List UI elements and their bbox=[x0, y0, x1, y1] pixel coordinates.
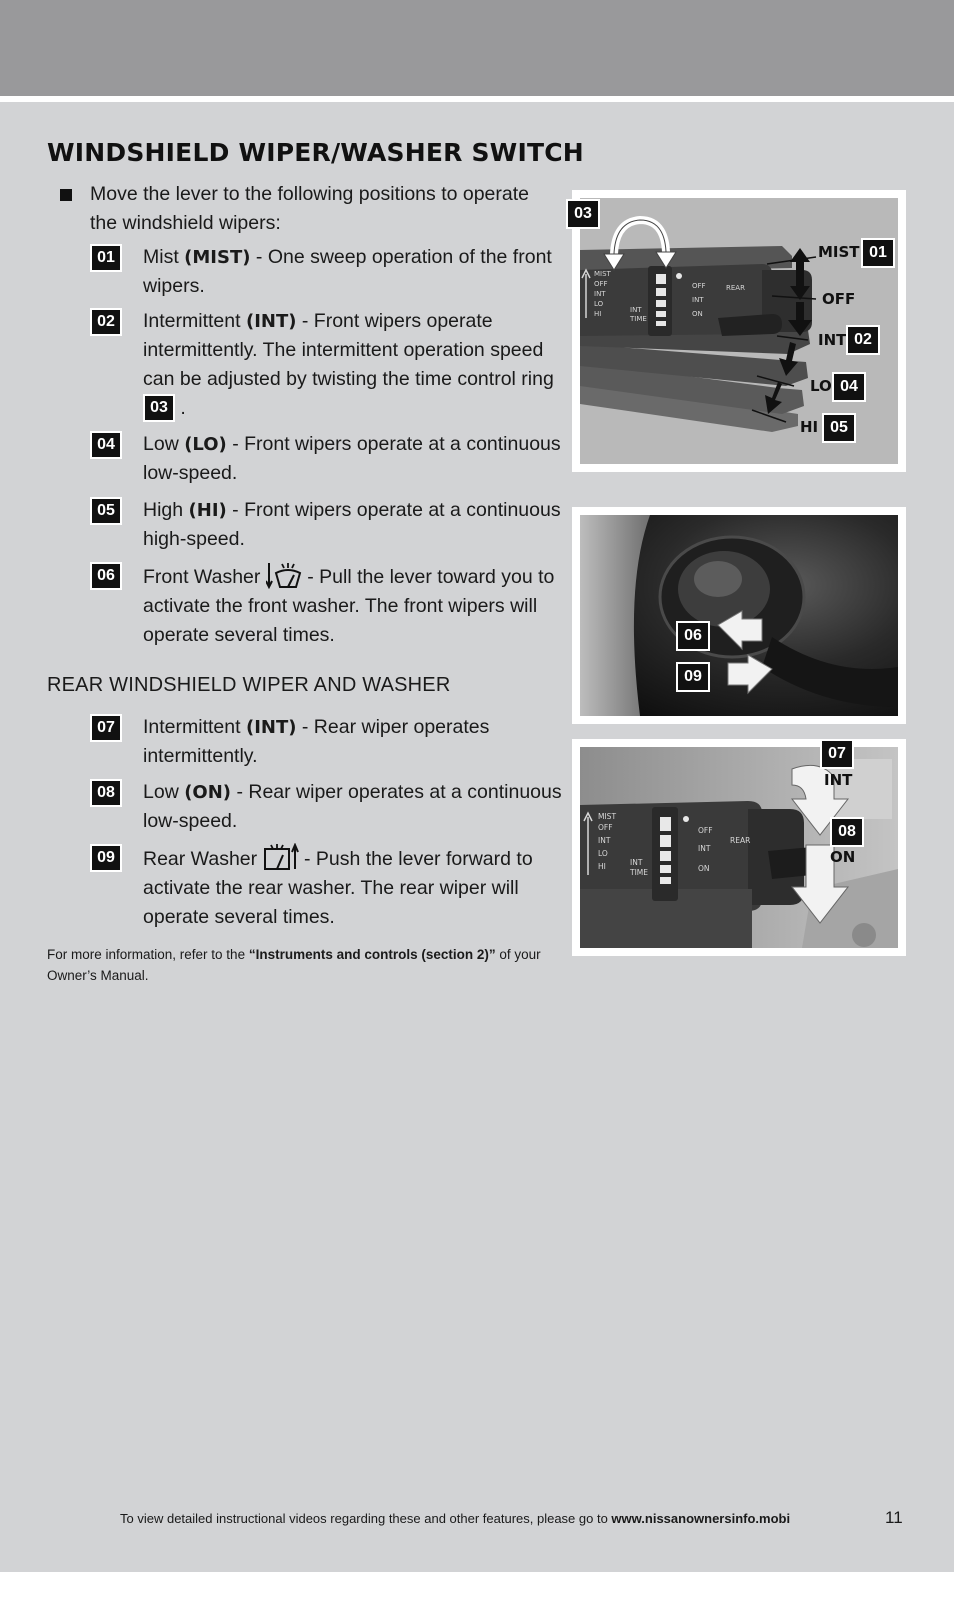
svg-text:HI: HI bbox=[598, 862, 606, 871]
callout-rear-on: 08 bbox=[832, 819, 862, 845]
svg-text:REAR: REAR bbox=[730, 836, 751, 845]
callout-lo: 04 bbox=[834, 374, 864, 400]
rear-washer-icon bbox=[263, 843, 299, 871]
header-bar bbox=[0, 0, 954, 96]
svg-text:LO: LO bbox=[598, 849, 608, 858]
page-number: 11 bbox=[885, 1508, 903, 1527]
svg-text:INT: INT bbox=[630, 858, 643, 867]
svg-text:REAR: REAR bbox=[726, 284, 745, 292]
callout-time-control-ring: 03 bbox=[568, 201, 598, 227]
svg-text:TIME: TIME bbox=[630, 868, 649, 877]
figure-washer-lever bbox=[572, 507, 906, 724]
svg-text:INT: INT bbox=[594, 290, 606, 298]
intro-text: Move the lever to the following positions to operate the windshield wipers: bbox=[90, 183, 530, 234]
svg-text:INT: INT bbox=[692, 296, 704, 304]
svg-text:HI: HI bbox=[594, 310, 602, 318]
more-info-note: For more information, refer to the “Instruments and controls (section 2)” of your Owner’s Manual. bbox=[47, 947, 541, 983]
page-title: WINDSHIELD WIPER/WASHER SWITCH bbox=[47, 138, 584, 167]
position-label-mist: MIST bbox=[818, 243, 860, 261]
list-item: 04 Low (LO) - Front wipers operate at a continuous low-speed. bbox=[92, 430, 562, 488]
svg-text:INT: INT bbox=[698, 844, 711, 853]
item-number: 05 bbox=[92, 499, 120, 523]
svg-text:INT: INT bbox=[598, 836, 611, 845]
callout-mist: 01 bbox=[863, 240, 893, 266]
rear-wiper-lever-photo bbox=[572, 739, 906, 956]
callout-int: 02 bbox=[848, 327, 878, 353]
callout-rear-washer: 09 bbox=[678, 664, 708, 690]
item-number: 01 bbox=[92, 246, 120, 270]
position-label-lo: LO bbox=[810, 377, 832, 395]
position-label-int: INT bbox=[818, 331, 847, 349]
square-bullet-icon bbox=[60, 189, 72, 201]
position-label-rear-on: ON bbox=[830, 848, 856, 866]
callout-rear-int: 07 bbox=[822, 741, 852, 767]
item-number: 09 bbox=[92, 846, 120, 870]
item-number: 08 bbox=[92, 781, 120, 805]
list-item: 02 Intermittent (INT) - Front wipers operate intermittently. The intermittent operation speed can be adjusted by twisting the time control ring 03 . bbox=[92, 307, 562, 423]
inline-ref-number: 03 bbox=[145, 396, 173, 420]
svg-text:OFF: OFF bbox=[594, 280, 608, 288]
washer-lever-photo bbox=[572, 507, 906, 724]
callout-hi: 05 bbox=[824, 415, 854, 441]
position-label-off: OFF bbox=[822, 290, 856, 308]
svg-text:MIST: MIST bbox=[598, 812, 617, 821]
footer-link[interactable]: www.nissanownersinfo.mobi bbox=[611, 1511, 791, 1526]
svg-text:TIME: TIME bbox=[630, 315, 647, 323]
position-label-rear-int: INT bbox=[824, 771, 853, 789]
list-item: 07 Intermittent (INT) - Rear wiper operates intermittently. bbox=[92, 713, 562, 771]
intro-bullet bbox=[60, 180, 560, 238]
list-item: 05 High (HI) - Front wipers operate at a continuous high-speed. bbox=[92, 496, 562, 554]
svg-text:LO: LO bbox=[594, 300, 604, 308]
list-item: 09 Rear Washer - Push the lever forward to activate the rear washer. The rear wiper will operate several times. bbox=[92, 843, 562, 932]
item-number: 06 bbox=[92, 564, 120, 588]
figure-rear-wiper-lever bbox=[572, 739, 906, 956]
item-number: 04 bbox=[92, 433, 120, 457]
rear-section-heading: REAR WINDSHIELD WIPER AND WASHER bbox=[47, 674, 451, 696]
footer-text: To view detailed instructional videos regarding these and other features, please go to www.nissanownersinfo.mobi bbox=[120, 1511, 791, 1526]
front-washer-icon bbox=[266, 561, 302, 589]
figure-wiper-lever bbox=[572, 190, 906, 472]
list-item: 08 Low (ON) - Rear wiper operates at a continuous low-speed. bbox=[92, 778, 562, 836]
svg-text:OFF: OFF bbox=[698, 826, 713, 835]
svg-text:OFF: OFF bbox=[598, 823, 613, 832]
position-label-hi: HI bbox=[800, 418, 819, 436]
svg-text:ON: ON bbox=[692, 310, 703, 318]
svg-text:ON: ON bbox=[698, 864, 710, 873]
list-item: 06 Front Washer - Pull the lever toward you to activate the front washer. The front wipers will operate several times. bbox=[92, 561, 562, 650]
list-item: 01 Mist (MIST) - One sweep operation of the front wipers. bbox=[92, 243, 562, 301]
callout-front-washer: 06 bbox=[678, 623, 708, 649]
svg-text:INT: INT bbox=[630, 306, 642, 314]
svg-text:OFF: OFF bbox=[692, 282, 706, 290]
item-number: 02 bbox=[92, 310, 120, 334]
svg-text:MIST: MIST bbox=[594, 270, 611, 278]
item-number: 07 bbox=[92, 716, 120, 740]
